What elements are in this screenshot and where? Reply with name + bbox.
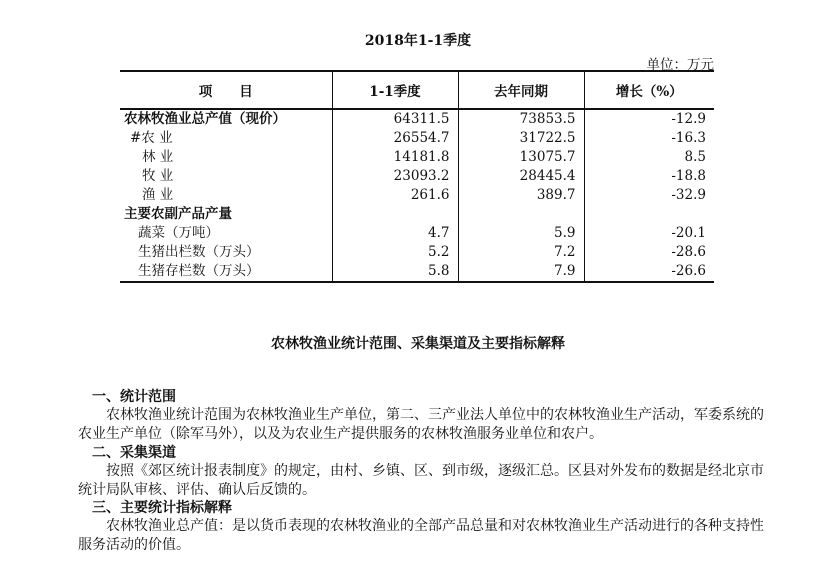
row-label: 蔬菜（万吨） — [138, 225, 219, 241]
cell-last-year: 7.9 — [458, 262, 584, 282]
cell-current: 64311.5 — [332, 109, 458, 129]
cell-last-year: 13075.7 — [458, 148, 584, 167]
cell-current: 23093.2 — [332, 167, 458, 186]
cell-last-year: 28445.4 — [458, 167, 584, 186]
cell-growth: -20.1 — [584, 224, 714, 243]
cell-last-year: 73853.5 — [458, 109, 584, 129]
table-row — [120, 243, 714, 262]
section-text-channels: 按照《郊区统计报表制度》的规定，由村、乡镇、区、到市级，逐级汇总。区县对外发布的数据是经北京市统计局队审核、评估、确认后反馈的。 — [78, 463, 764, 498]
col-header-growth: 增长（%） — [584, 71, 714, 109]
section-text-scope: 农林牧渔业统计范围为农林牧渔业生产单位，第二、三产业法人单位中的农林牧渔业生产活动，军委系统的农业生产单位（除军马外），以及为农业生产提供服务的农林牧渔服务业单位和农户。 — [78, 407, 764, 442]
report-title: 2018年1-1季度 — [364, 33, 472, 49]
table-row — [120, 129, 714, 148]
cell-current: 4.7 — [332, 224, 458, 243]
row-label: #农 业 — [130, 130, 173, 146]
cell-current: 26554.7 — [332, 129, 458, 148]
statistics-table — [120, 70, 714, 283]
row-label: 生猪出栏数（万头） — [138, 244, 260, 260]
col-header-item: 项 目 — [120, 71, 332, 109]
table-row — [120, 224, 714, 243]
section-title-channels: 二、采集渠道 — [92, 445, 176, 461]
cell-last-year: 31722.5 — [458, 129, 584, 148]
cell-current — [332, 205, 458, 224]
unit-label: 单位：万元 — [646, 57, 714, 73]
cell-growth — [584, 205, 714, 224]
table-row — [120, 167, 714, 186]
cell-growth: -28.6 — [584, 243, 714, 262]
cell-growth: -32.9 — [584, 186, 714, 205]
table-row — [120, 109, 714, 129]
cell-last-year — [458, 205, 584, 224]
table-row — [120, 262, 714, 282]
row-label: 农林牧渔业总产值（现价） — [124, 111, 286, 127]
notes-heading: 农林牧渔业统计范围、采集渠道及主要指标解释 — [271, 336, 565, 352]
cell-growth: -16.3 — [584, 129, 714, 148]
section-text-indicators: 农林牧渔业总产值：是以货币表现的农林牧渔业的全部产品总量和对农林牧渔业生产活动进行的各种支持性服务活动的价值。 — [78, 518, 764, 553]
row-label: 主要农副产品产量 — [124, 206, 232, 222]
cell-current: 14181.8 — [332, 148, 458, 167]
table-header-row — [120, 71, 714, 109]
cell-growth: -12.9 — [584, 109, 714, 129]
table-row — [120, 205, 714, 224]
row-label: 生猪存栏数（万头） — [120, 262, 332, 282]
row-label: 渔 业 — [142, 187, 174, 203]
row-label: 牧 业 — [142, 168, 174, 184]
cell-last-year: 389.7 — [458, 186, 584, 205]
cell-current: 261.6 — [332, 186, 458, 205]
cell-current: 5.8 — [332, 262, 458, 282]
col-header-current: 1-1季度 — [332, 71, 458, 109]
table-row — [120, 148, 714, 167]
cell-growth: -26.6 — [584, 262, 714, 282]
table-row — [120, 186, 714, 205]
col-header-last-year: 去年同期 — [458, 71, 584, 109]
row-label: 林 业 — [142, 149, 174, 165]
section-title-indicators: 三、主要统计指标解释 — [92, 500, 232, 516]
cell-last-year: 7.2 — [458, 243, 584, 262]
cell-growth: 8.5 — [584, 148, 714, 167]
cell-growth: -18.8 — [584, 167, 714, 186]
cell-current: 5.2 — [332, 243, 458, 262]
section-title-scope: 一、统计范围 — [92, 389, 176, 405]
cell-last-year: 5.9 — [458, 224, 584, 243]
